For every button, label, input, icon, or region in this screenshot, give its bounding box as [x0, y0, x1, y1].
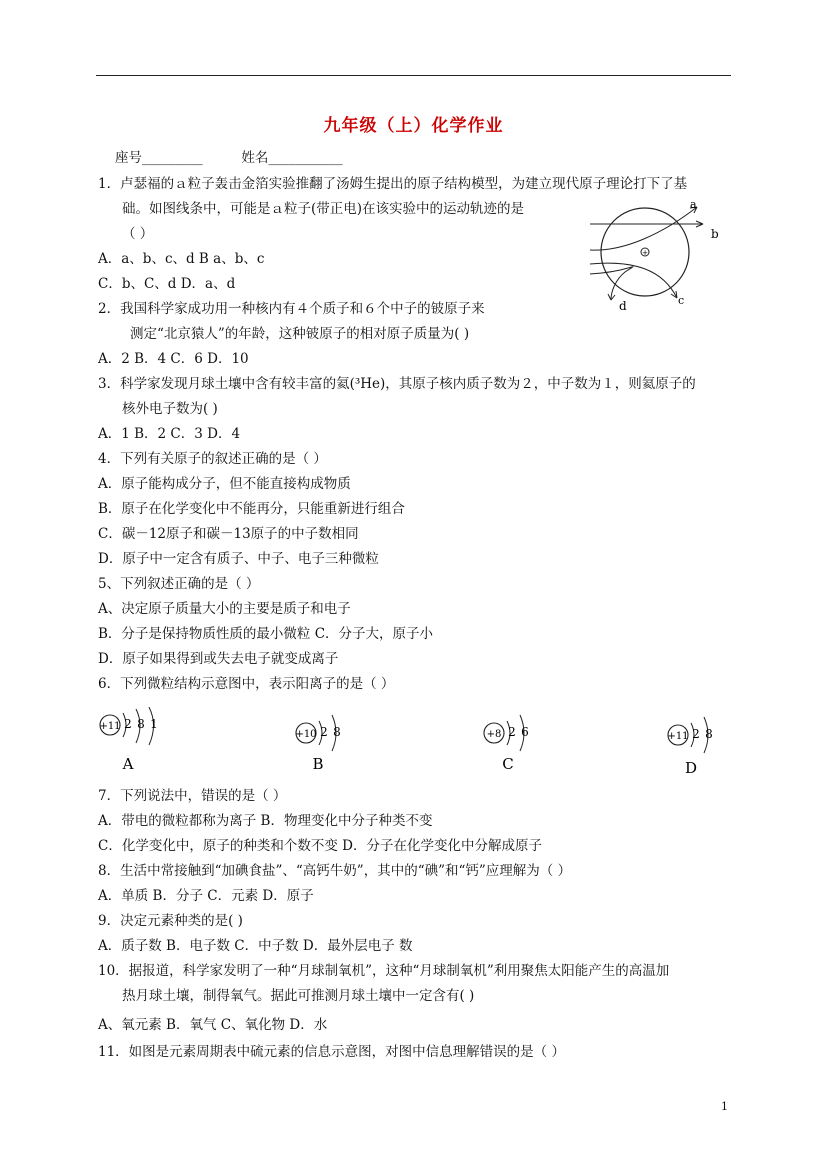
option-label: D: [684, 759, 698, 777]
svg-text:2: 2: [320, 725, 328, 739]
q7-options-ab: A．带电的微粒都称为离子 B．物理变化中分子种类不变: [98, 813, 433, 829]
q3-options: A．1 B．2 C．3 D．4: [98, 426, 241, 442]
q8-stem: 8．生活中常接触到“加碘食盐”、“高钙牛奶”，其中的“碘”和“钙”应理解为（ ）: [98, 863, 572, 879]
svg-text:2: 2: [508, 725, 516, 739]
q4-option-b: B．原子在化学变化中不能再分，只能重新进行组合: [98, 501, 405, 517]
ion-diagram-c[interactable]: [480, 707, 560, 777]
label-a: a: [690, 198, 697, 211]
trajectory-a: [590, 207, 697, 250]
q3-line2: 核外电子数为( ): [122, 401, 218, 417]
option-label: A: [122, 755, 134, 773]
q1-line2: 础。如图线条中，可能是ａ粒子(带正电)在该实验中的运动轨迹的是: [122, 201, 525, 217]
ion-diagram-d[interactable]: [664, 707, 744, 777]
q9-options: A．质子数 B．电子数 C．中子数 D．最外层电子 数: [98, 938, 413, 954]
q4-stem: 4．下列有关原子的叙述正确的是（ ）: [98, 451, 327, 467]
svg-text:6: 6: [521, 725, 529, 739]
svg-text:+: +: [642, 249, 648, 257]
q3-line1: 3．科学家发现月球土壤中含有较丰富的氦(³He)，其原子核内质子数为２，中子数为１，则氦原子的: [98, 376, 696, 392]
label-b: b: [711, 227, 719, 241]
svg-text:8: 8: [705, 727, 713, 741]
svg-text:1: 1: [150, 717, 158, 731]
label-d: d: [619, 299, 627, 313]
header-rule: [96, 75, 731, 76]
nucleus-charge: +10: [295, 729, 317, 740]
ion-diagram-b[interactable]: [292, 707, 372, 777]
q1-blank: （ ）: [122, 226, 154, 242]
trajectory-d: [590, 267, 633, 300]
q2-line2: 测定“北京猿人”的年龄，这种铍原子的相对原子质量为( ): [130, 326, 470, 342]
svg-text:2: 2: [124, 717, 132, 731]
q5-option-a: A、决定原子质量大小的主要是质子和电子: [98, 601, 351, 617]
q1-options-c: C．b、C、d D．a、d: [98, 276, 236, 292]
q7-stem: 7．下列说法中，错误的是（ ）: [98, 788, 287, 804]
q6-stem: 6．下列微粒结构示意图中，表示阳离子的是（ ）: [98, 676, 395, 692]
svg-text:8: 8: [333, 725, 341, 739]
q1-line1: 1．卢瑟福的ａ粒子轰击金箔实验推翻了汤姆生提出的原子结构模型，为建立现代原子理论打下了基: [98, 176, 688, 192]
nucleus-charge: +11: [99, 721, 121, 732]
svg-text:2: 2: [692, 727, 700, 741]
option-label: C: [502, 755, 514, 773]
q5-stem: 5、下列叙述正确的是（ ）: [98, 576, 260, 592]
q8-options: A．单质 B．分子 C．元素 D．原子: [98, 888, 314, 904]
q7-options-cd: C．化学变化中，原子的种类和个数不变 D．分子在化学变化中分解成原子: [98, 838, 542, 854]
q5-option-bc: B．分子是保持物质性质的最小微粒 C．分子大，原子小: [98, 626, 434, 642]
q9-stem: 9．决定元素种类的是( ): [98, 913, 243, 929]
seat-field[interactable]: 座号_________: [115, 150, 203, 166]
alpha-trajectory-diagram: [585, 192, 735, 317]
page-number: 1: [721, 1100, 728, 1113]
q2-line1: 2．我国科学家成功用一种核内有４个质子和６个中子的铍原子来: [98, 301, 485, 317]
q4-option-c: C．碳－12原子和碳－13原子的中子数相同: [98, 526, 359, 542]
nucleus-charge: +11: [667, 731, 689, 742]
option-label: B: [312, 755, 324, 773]
q11-stem: 11．如图是元素周期表中硫元素的信息示意图，对图中信息理解错误的是（ ）: [98, 1044, 565, 1060]
student-info: [115, 146, 343, 166]
trajectory-c: [590, 263, 677, 298]
name-field[interactable]: 姓名___________: [241, 150, 343, 166]
q10-options: A、氧元素 B．氧气 C、氧化物 D．水: [98, 1017, 328, 1033]
label-c: c: [678, 294, 685, 307]
q10-line2: 热月球土壤，制得氧气。据此可推测月球土壤中一定含有( ): [122, 988, 475, 1004]
q4-option-d: D．原子中一定含有质子、中子、电子三种微粒: [98, 551, 379, 567]
ion-diagram-a[interactable]: [96, 707, 176, 777]
q5-option-d: D．原子如果得到或失去电子就变成离子: [98, 651, 339, 667]
q4-option-a: A．原子能构成分子，但不能直接构成物质: [98, 476, 351, 492]
q1-options-a: A．a、b、c、d B a、b、c: [98, 251, 265, 267]
nucleus-charge: +8: [486, 729, 502, 740]
svg-text:8: 8: [137, 717, 145, 731]
q2-options: A．2 B．4 C．6 D．10: [98, 351, 249, 367]
page-title: 九年级（上）化学作业: [323, 116, 504, 136]
q10-line1: 10．据报道，科学家发明了一种“月球制氧机”，这种“月球制氧机”利用聚焦太阳能产生的高温加: [98, 963, 670, 979]
